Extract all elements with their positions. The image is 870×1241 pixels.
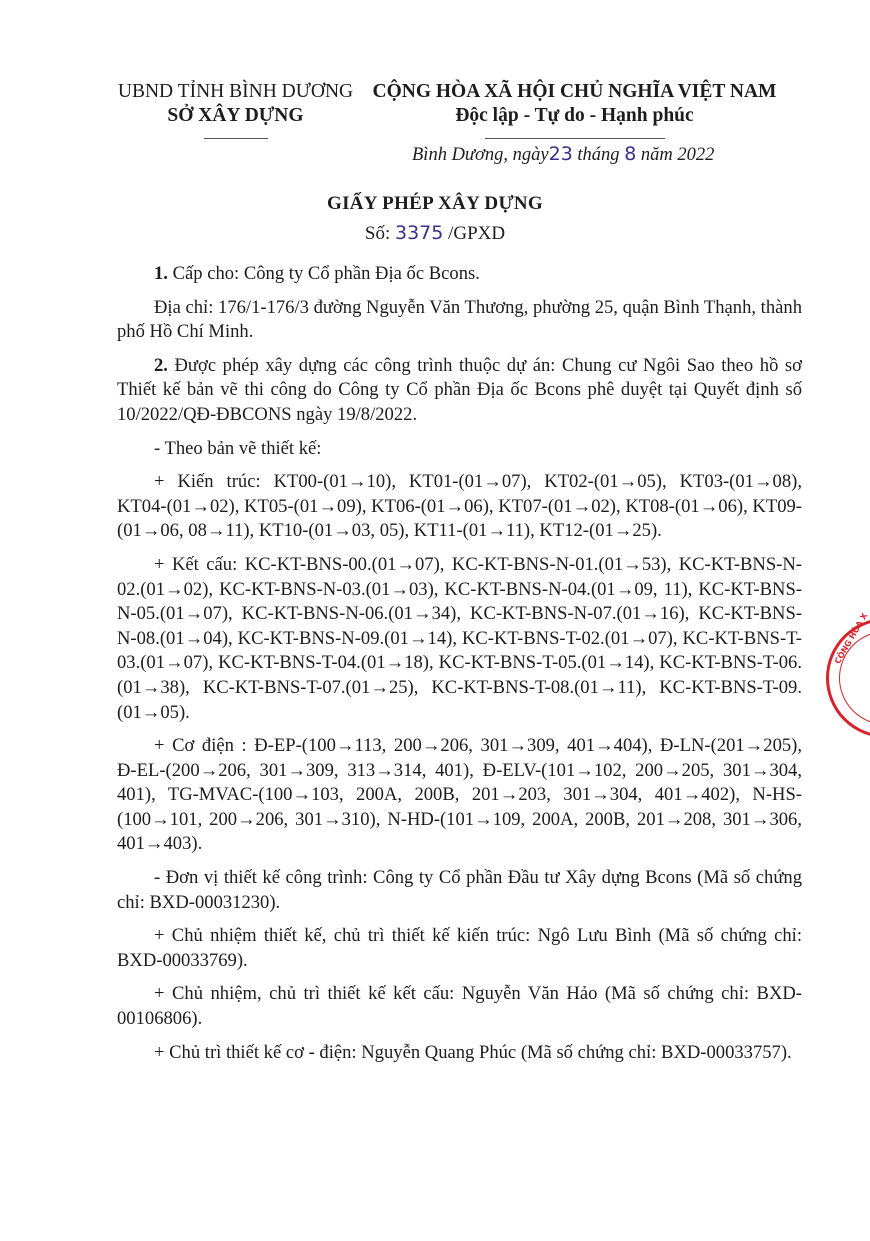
issuing-authority bbox=[113, 80, 358, 139]
section-1 bbox=[117, 262, 802, 287]
document-number bbox=[0, 222, 870, 245]
year-label: năm 2022 bbox=[640, 145, 715, 165]
date-prefix: Bình Dương, ngày bbox=[412, 145, 549, 165]
authority-name: SỞ XÂY DỰNG bbox=[167, 105, 304, 126]
chief-architect: + Chủ nhiệm thiết kế, chủ trì thiết kế kiến trúc: Ngô Lưu Bình (Mã số chứng chỉ: BXD-00033769). bbox=[117, 925, 802, 971]
number-label: Số: bbox=[364, 223, 391, 244]
chief-structure: + Chủ nhiệm, chủ trì thiết kế kết cấu: Nguyễn Văn Hảo (Mã số chứng chỉ: BXD-00106806). bbox=[117, 983, 802, 1030]
motto: Độc lập - Tự do - Hạnh phúc bbox=[455, 105, 694, 126]
mep-drawings: + Cơ điện : Đ-EP-(100→113, 200→206, 301→309, 401→404), Đ-LN-(201→205), Đ-EL-(200→206, 301→309, 313→314, 401), Đ-ELV-(101→102, 200→205, 301→304, 401), TG-MVAC-(100→103, 200A, 200B, 201→203, 301→304, 401→402), N-HS-(100→101, 200→206, 301→310), N-HD-(101→109, 200A, 200B, 201→208, 301→306, 401→403). bbox=[117, 735, 802, 855]
authority-parent: UBND TỈNH BÌNH DƯƠNG bbox=[117, 81, 354, 102]
motto-divider bbox=[485, 138, 665, 139]
chief-mep: + Chủ trì thiết kế cơ - điện: Nguyễn Quang Phúc (Mã số chứng chỉ: BXD-00033757). bbox=[154, 1041, 792, 1063]
design-unit: - Đơn vị thiết kế công trình: Công ty Cổ phần Đầu tư Xây dựng Bcons (Mã số chứng chỉ: BXD-00031230). bbox=[117, 867, 802, 913]
section-1-label: 1. bbox=[154, 263, 168, 284]
handwritten-number: 3375 bbox=[394, 222, 444, 244]
seal-text: CỘNG HÒA X bbox=[833, 611, 870, 666]
document-title: GIẤY PHÉP XÂY DỰNG bbox=[327, 193, 543, 214]
issue-date bbox=[412, 143, 714, 166]
section-2 bbox=[117, 354, 802, 428]
section-2-label: 2. bbox=[154, 354, 168, 376]
authority-divider bbox=[204, 138, 268, 139]
national-motto bbox=[362, 80, 787, 139]
architecture-drawings: + Kiến trúc: KT00-(01→10), KT01-(01→07), KT02-(01→05), KT03-(01→08), KT04-(01→02), KT05-(01→09), KT06-(01→06), KT07-(01→02), KT08-(01→06), KT09-(01→06, 08→11), KT10-(01→03, 05), KT11-(01→11), KT12-(01→25). bbox=[117, 471, 802, 542]
number-suffix: /GPXD bbox=[448, 223, 506, 244]
address: Địa chỉ: 176/1-176/3 đường Nguyễn Văn Thương, phường 25, quận Bình Thạnh, thành phố Hồ Chí Minh. bbox=[117, 296, 802, 343]
section-1-text: Cấp cho: Công ty Cổ phần Địa ốc Bcons. bbox=[167, 263, 480, 284]
document-body bbox=[117, 262, 802, 1074]
drawings-intro: - Theo bản vẽ thiết kế: bbox=[154, 437, 322, 459]
section-2-text: Được phép xây dựng các công trình thuộc dự án: Chung cư Ngôi Sao theo hồ sơ Thiết kế bản vẽ thi công do Công ty Cổ phần Địa ốc Bcons phê duyệt tại Quyết định số 10/2022/QĐ-ĐBCONS ngày 19/8/2022. bbox=[117, 354, 802, 425]
country-name: CỘNG HÒA XÃ HỘI CHỦ NGHĨA VIỆT NAM bbox=[372, 81, 777, 102]
month-label: tháng bbox=[577, 145, 620, 165]
handwritten-month: 8 bbox=[624, 143, 637, 165]
document-header bbox=[0, 80, 870, 140]
red-seal-stamp bbox=[826, 611, 870, 738]
structure-drawings: + Kết cấu: KC-KT-BNS-00.(01→07), KC-KT-BNS-N-01.(01→53), KC-KT-BNS-N-02.(01→02), KC-KT-BNS-N-03.(01→03), KC-KT-BNS-N-04.(01→09, 11), KC-KT-BNS-N-05.(01→07), KC-KT-BNS-N-06.(01→34), KC-KT-BNS-N-07.(01→16), KC-KT-BNS-N-08.(01→04), KC-KT-BNS-N-09.(01→14), KC-KT-BNS-T-02.(01→07), KC-KT-BNS-T-03.(01→07), KC-KT-BNS-T-04.(01→18), KC-KT-BNS-T-05.(01→14), KC-KT-BNS-T-06.(01→38), KC-KT-BNS-T-07.(01→25), KC-KT-BNS-T-08.(01→11), KC-KT-BNS-T-09.(01→05). bbox=[117, 553, 802, 723]
handwritten-day: 23 bbox=[548, 143, 573, 165]
